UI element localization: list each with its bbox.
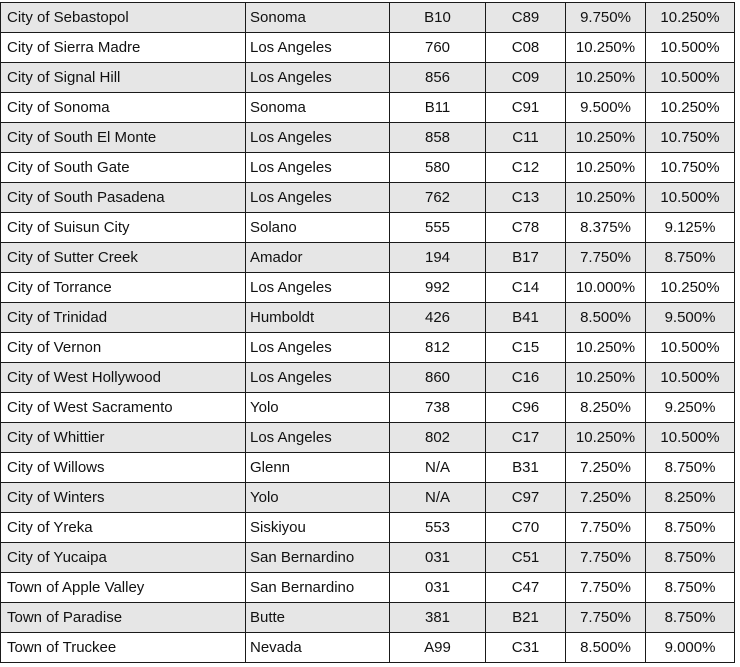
rate-cell-2: 10.250% (646, 93, 735, 123)
rate-cell-2: 10.250% (646, 273, 735, 303)
county-cell: Sonoma (246, 3, 390, 33)
jurisdiction-name-cell: City of South Gate (1, 153, 246, 183)
district-code-cell: C12 (486, 153, 566, 183)
table-row (1, 243, 735, 273)
district-code-cell: C14 (486, 273, 566, 303)
district-code-cell: C09 (486, 63, 566, 93)
rate-cell: 8.375% (566, 213, 646, 243)
table-row (1, 333, 735, 363)
rate-cell-2: 10.500% (646, 333, 735, 363)
jurisdiction-name-cell: City of Sierra Madre (1, 33, 246, 63)
rate-cell: 10.250% (566, 33, 646, 63)
rate-cell-2: 10.500% (646, 183, 735, 213)
district-code-cell: B21 (486, 603, 566, 633)
district-code-cell: C16 (486, 363, 566, 393)
county-cell: San Bernardino (246, 573, 390, 603)
code-cell: A99 (390, 633, 486, 663)
district-code-cell: C91 (486, 93, 566, 123)
table-row (1, 273, 735, 303)
county-cell: Los Angeles (246, 153, 390, 183)
rate-cell-2: 8.250% (646, 483, 735, 513)
jurisdiction-name-cell: City of South El Monte (1, 123, 246, 153)
code-cell: 802 (390, 423, 486, 453)
county-cell: Nevada (246, 633, 390, 663)
rate-cell-2: 10.250% (646, 3, 735, 33)
code-cell: 381 (390, 603, 486, 633)
code-cell: 860 (390, 363, 486, 393)
jurisdiction-name-cell: City of Vernon (1, 333, 246, 363)
table-row (1, 63, 735, 93)
district-code-cell: C13 (486, 183, 566, 213)
table-row (1, 183, 735, 213)
table-row (1, 3, 735, 33)
code-cell: B10 (390, 3, 486, 33)
rate-cell-2: 8.750% (646, 243, 735, 273)
county-cell: Glenn (246, 453, 390, 483)
table-row (1, 123, 735, 153)
rate-cell: 9.500% (566, 93, 646, 123)
district-code-cell: C51 (486, 543, 566, 573)
county-cell: Los Angeles (246, 183, 390, 213)
rate-cell: 7.750% (566, 243, 646, 273)
rate-cell: 8.250% (566, 393, 646, 423)
table-row (1, 363, 735, 393)
rate-cell-2: 10.500% (646, 33, 735, 63)
jurisdiction-name-cell: City of Sutter Creek (1, 243, 246, 273)
rate-cell: 7.750% (566, 543, 646, 573)
county-cell: Los Angeles (246, 423, 390, 453)
code-cell: 194 (390, 243, 486, 273)
jurisdiction-name-cell: City of Yreka (1, 513, 246, 543)
code-cell: N/A (390, 453, 486, 483)
rate-cell-2: 9.500% (646, 303, 735, 333)
table-row (1, 633, 735, 663)
county-cell: Yolo (246, 483, 390, 513)
rate-cell: 8.500% (566, 303, 646, 333)
rate-cell-2: 10.750% (646, 123, 735, 153)
district-code-cell: C78 (486, 213, 566, 243)
county-cell: Sonoma (246, 93, 390, 123)
rate-cell: 7.750% (566, 573, 646, 603)
table-row (1, 573, 735, 603)
jurisdiction-name-cell: City of Sebastopol (1, 3, 246, 33)
rate-cell: 10.250% (566, 123, 646, 153)
rate-cell-2: 8.750% (646, 573, 735, 603)
district-code-cell: C31 (486, 633, 566, 663)
jurisdiction-name-cell: City of Torrance (1, 273, 246, 303)
district-code-cell: C70 (486, 513, 566, 543)
county-cell: Solano (246, 213, 390, 243)
rate-cell-2: 10.500% (646, 363, 735, 393)
jurisdiction-name-cell: City of West Hollywood (1, 363, 246, 393)
rate-cell: 10.250% (566, 363, 646, 393)
code-cell: B11 (390, 93, 486, 123)
code-cell: 856 (390, 63, 486, 93)
rate-cell: 10.250% (566, 153, 646, 183)
rate-cell: 7.250% (566, 483, 646, 513)
district-code-cell: C17 (486, 423, 566, 453)
rate-cell-2: 9.000% (646, 633, 735, 663)
rate-cell-2: 9.125% (646, 213, 735, 243)
tax-rate-table-body (1, 3, 735, 663)
code-cell: N/A (390, 483, 486, 513)
code-cell: 555 (390, 213, 486, 243)
district-code-cell: B31 (486, 453, 566, 483)
district-code-cell: B17 (486, 243, 566, 273)
jurisdiction-name-cell: City of Yucaipa (1, 543, 246, 573)
code-cell: 031 (390, 543, 486, 573)
rate-cell: 10.000% (566, 273, 646, 303)
code-cell: 426 (390, 303, 486, 333)
table-row (1, 213, 735, 243)
county-cell: Los Angeles (246, 273, 390, 303)
rate-cell-2: 8.750% (646, 513, 735, 543)
code-cell: 031 (390, 573, 486, 603)
table-row (1, 303, 735, 333)
district-code-cell: C47 (486, 573, 566, 603)
county-cell: Los Angeles (246, 123, 390, 153)
rate-cell-2: 8.750% (646, 603, 735, 633)
table-row (1, 483, 735, 513)
jurisdiction-name-cell: City of Whittier (1, 423, 246, 453)
county-cell: Amador (246, 243, 390, 273)
county-cell: Los Angeles (246, 333, 390, 363)
code-cell: 580 (390, 153, 486, 183)
table-row (1, 543, 735, 573)
jurisdiction-name-cell: City of Sonoma (1, 93, 246, 123)
table-row (1, 453, 735, 483)
jurisdiction-name-cell: City of Winters (1, 483, 246, 513)
county-cell: San Bernardino (246, 543, 390, 573)
code-cell: 858 (390, 123, 486, 153)
rate-cell-2: 10.500% (646, 423, 735, 453)
district-code-cell: C08 (486, 33, 566, 63)
rate-cell-2: 10.500% (646, 63, 735, 93)
table-row (1, 423, 735, 453)
rate-cell: 10.250% (566, 333, 646, 363)
jurisdiction-name-cell: City of South Pasadena (1, 183, 246, 213)
rate-cell: 7.750% (566, 603, 646, 633)
table-row (1, 393, 735, 423)
rate-cell: 9.750% (566, 3, 646, 33)
jurisdiction-name-cell: City of West Sacramento (1, 393, 246, 423)
rate-cell: 10.250% (566, 183, 646, 213)
jurisdiction-name-cell: City of Trinidad (1, 303, 246, 333)
rate-cell: 10.250% (566, 63, 646, 93)
code-cell: 738 (390, 393, 486, 423)
county-cell: Siskiyou (246, 513, 390, 543)
county-cell: Butte (246, 603, 390, 633)
table-row (1, 603, 735, 633)
code-cell: 992 (390, 273, 486, 303)
rate-cell: 10.250% (566, 423, 646, 453)
district-code-cell: C97 (486, 483, 566, 513)
rate-cell: 8.500% (566, 633, 646, 663)
tax-rate-table (0, 2, 735, 663)
rate-cell-2: 10.750% (646, 153, 735, 183)
county-cell: Los Angeles (246, 33, 390, 63)
table-row (1, 93, 735, 123)
county-cell: Los Angeles (246, 63, 390, 93)
jurisdiction-name-cell: Town of Paradise (1, 603, 246, 633)
rate-cell-2: 8.750% (646, 543, 735, 573)
county-cell: Humboldt (246, 303, 390, 333)
county-cell: Los Angeles (246, 363, 390, 393)
code-cell: 762 (390, 183, 486, 213)
district-code-cell: C89 (486, 3, 566, 33)
jurisdiction-name-cell: City of Signal Hill (1, 63, 246, 93)
rate-cell-2: 9.250% (646, 393, 735, 423)
jurisdiction-name-cell: City of Suisun City (1, 213, 246, 243)
code-cell: 760 (390, 33, 486, 63)
code-cell: 553 (390, 513, 486, 543)
table-row (1, 513, 735, 543)
district-code-cell: C11 (486, 123, 566, 153)
district-code-cell: C96 (486, 393, 566, 423)
county-cell: Yolo (246, 393, 390, 423)
code-cell: 812 (390, 333, 486, 363)
table-row (1, 33, 735, 63)
jurisdiction-name-cell: Town of Apple Valley (1, 573, 246, 603)
district-code-cell: C15 (486, 333, 566, 363)
rate-cell: 7.250% (566, 453, 646, 483)
rate-cell-2: 8.750% (646, 453, 735, 483)
jurisdiction-name-cell: City of Willows (1, 453, 246, 483)
rate-cell: 7.750% (566, 513, 646, 543)
district-code-cell: B41 (486, 303, 566, 333)
jurisdiction-name-cell: Town of Truckee (1, 633, 246, 663)
table-row (1, 153, 735, 183)
